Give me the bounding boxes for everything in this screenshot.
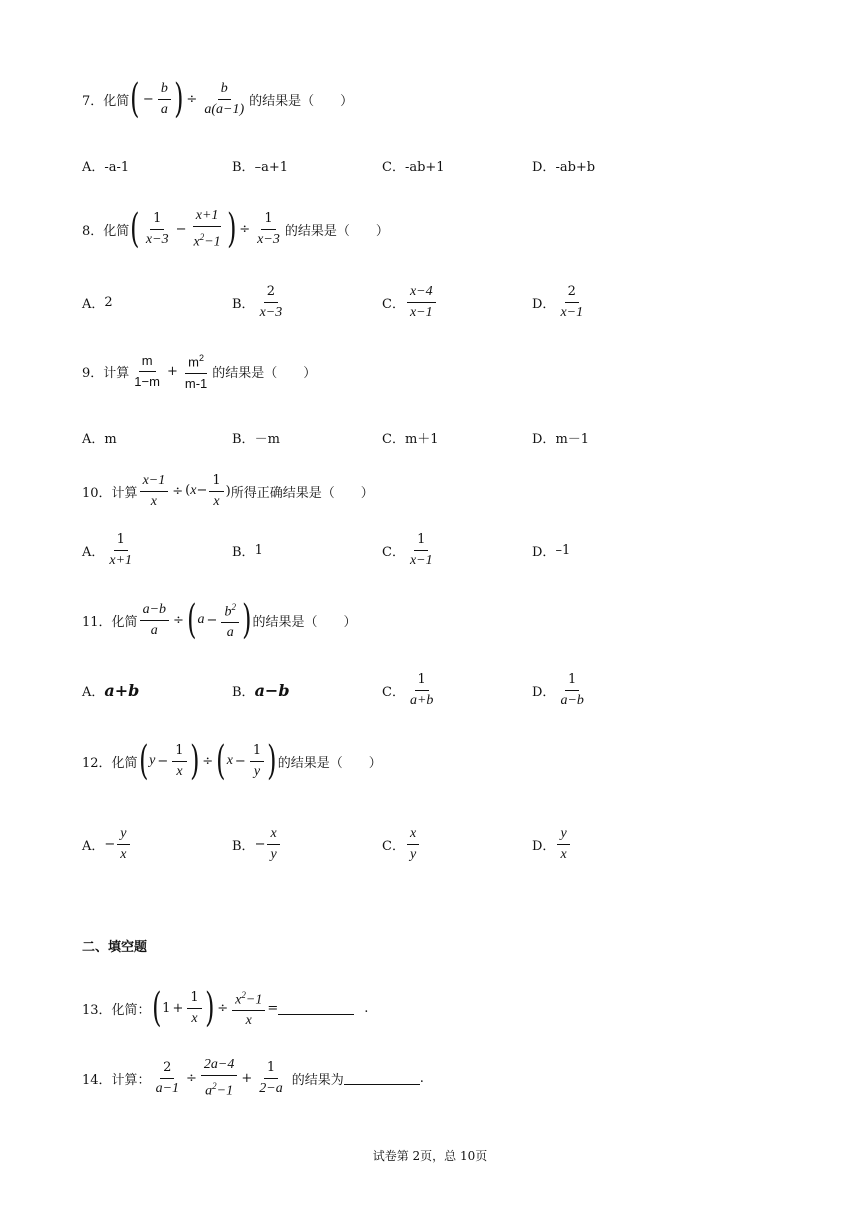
- question-verb: 计算: [111, 485, 138, 501]
- option-c[interactable]: [382, 822, 421, 866]
- option-d[interactable]: [532, 822, 572, 866]
- question-12: [82, 738, 382, 784]
- option-a[interactable]: [82, 668, 139, 712]
- option-label: C．: [382, 684, 405, 700]
- option-label: C．: [382, 544, 405, 560]
- fraction: $\frac{b}{a(a-1)}$: [204, 80, 245, 117]
- fraction: $\frac{2}{a-1}$: [155, 1059, 180, 1096]
- question-number: 9．: [82, 365, 104, 381]
- divide-sign: ÷: [173, 612, 184, 628]
- options-q10: [82, 528, 642, 572]
- option-text: m－1: [555, 431, 590, 447]
- fraction: $\frac{m^2}{m-1}$: [182, 350, 210, 391]
- question-tail: 的结果是（ ）: [277, 755, 382, 771]
- option-c[interactable]: [382, 156, 445, 175]
- fraction: $\frac{b^2}{a}$: [221, 599, 239, 642]
- fraction: $\frac{1}{x}$: [209, 473, 223, 510]
- right-paren: ): [242, 597, 252, 643]
- question-tail: 的结果是（ ）: [212, 365, 317, 381]
- divide-sign: ÷: [186, 91, 198, 107]
- fraction: $\frac{1}{x-1}$: [409, 531, 433, 568]
- right-paren: ): [189, 738, 200, 784]
- question-verb: 化简: [111, 755, 138, 771]
- fraction: $\frac{x+1}{x^2-1}$: [193, 207, 221, 250]
- question-tail: 的结果是（ ）: [249, 93, 354, 109]
- question-number: 13．: [82, 1002, 112, 1018]
- question-number: 14．: [82, 1072, 112, 1088]
- option-d[interactable]: [532, 156, 595, 175]
- option-text: -ab+1: [404, 159, 445, 175]
- option-text: –1: [555, 542, 571, 558]
- minus-sign: −: [157, 753, 169, 769]
- option-d[interactable]: [532, 280, 588, 324]
- option-b[interactable]: [232, 528, 263, 572]
- fraction: $\frac{y}{x}$: [557, 826, 569, 863]
- option-c[interactable]: [382, 280, 438, 324]
- question-11: [82, 597, 357, 643]
- option-label: D．: [532, 431, 556, 447]
- divide-sign: ÷: [239, 221, 251, 237]
- minus-sign: −: [234, 753, 246, 769]
- option-d[interactable]: [532, 528, 570, 572]
- option-text: 1: [254, 542, 263, 558]
- left-paren: (: [130, 76, 140, 122]
- question-end: .: [419, 1070, 424, 1086]
- minus-sign: −: [104, 836, 116, 852]
- right-paren: ): [204, 985, 215, 1031]
- option-d[interactable]: [532, 428, 589, 447]
- option-text: －m: [254, 431, 280, 447]
- fraction: $\frac{a-b}{a}$: [140, 602, 169, 639]
- option-a[interactable]: [82, 156, 129, 175]
- fraction: $\frac{x-1}{x}$: [140, 473, 169, 510]
- option-label: D．: [532, 296, 556, 312]
- right-paren: ): [267, 738, 277, 784]
- number: 1: [162, 1000, 171, 1016]
- option-label: C．: [382, 431, 405, 447]
- fraction: $\frac{x}{y}$: [267, 826, 279, 863]
- option-label: A．: [82, 159, 105, 175]
- option-label: B．: [232, 431, 255, 447]
- option-label: A．: [82, 544, 105, 560]
- question-tail: 的结果是（ ）: [284, 223, 389, 239]
- fraction: $\frac{1}{y}$: [250, 743, 264, 780]
- option-label: D．: [532, 159, 556, 175]
- option-a[interactable]: [82, 280, 113, 324]
- left-paren: (: [216, 738, 226, 784]
- right-paren: ): [225, 483, 231, 499]
- option-label: C．: [382, 296, 405, 312]
- question-tail: 所得正确结果是（ ）: [230, 485, 374, 501]
- option-b[interactable]: [232, 668, 290, 712]
- minus-sign: −: [206, 612, 218, 628]
- fraction: $\frac{2}{x-3}$: [259, 283, 283, 320]
- question-number: 8．: [82, 223, 104, 239]
- option-c[interactable]: [382, 668, 438, 712]
- answer-blank[interactable]: [344, 1072, 420, 1085]
- left-paren: (: [138, 738, 149, 784]
- variable: x: [226, 753, 233, 768]
- options-q12: [82, 822, 642, 866]
- right-paren: ): [173, 76, 184, 122]
- fraction: $\frac{m}{1-m}$: [134, 352, 160, 389]
- question-verb: 化简：: [111, 1002, 151, 1018]
- fraction: $\frac{x^2-1}{x}$: [232, 987, 265, 1030]
- question-14: [82, 1057, 424, 1099]
- options-q11: [82, 668, 642, 712]
- equals-sign: =: [267, 1000, 279, 1016]
- question-verb: 化简: [103, 93, 130, 109]
- question-tail: 的结果是（ ）: [252, 614, 357, 630]
- question-number: 12．: [82, 755, 112, 771]
- option-text: -ab+b: [555, 159, 596, 175]
- section-heading: 二、填空题: [82, 940, 148, 955]
- right-paren: ): [226, 206, 237, 252]
- option-label: C．: [382, 159, 405, 175]
- question-7: [82, 78, 353, 120]
- question-10: [82, 470, 374, 512]
- question-tail: .: [364, 1000, 369, 1016]
- option-label: B．: [232, 159, 255, 175]
- question-8: [82, 207, 389, 251]
- question-number: 7．: [82, 93, 104, 109]
- option-text: m＋1: [404, 431, 439, 447]
- fraction: $\frac{2a-4}{a^2-1}$: [201, 1057, 237, 1100]
- fraction: $\frac{1}{x+1}$: [109, 531, 133, 568]
- option-a[interactable]: [82, 428, 117, 447]
- question-verb: 化简: [111, 614, 138, 630]
- fraction: $\frac{1}{x-3}$: [257, 210, 280, 247]
- left-paren: (: [151, 985, 162, 1031]
- page-footer: 试卷第 2页，总 10页: [372, 1149, 488, 1163]
- plus-sign: +: [172, 1000, 184, 1016]
- option-c[interactable]: [382, 428, 439, 447]
- fraction: $\frac{x}{y}$: [407, 826, 419, 863]
- divide-sign: ÷: [172, 483, 184, 499]
- question-number: 10．: [82, 485, 112, 501]
- option-b[interactable]: [232, 280, 287, 324]
- fraction: $\frac{b}{a}$: [158, 81, 171, 118]
- option-d[interactable]: [532, 668, 589, 712]
- divide-sign: ÷: [202, 753, 214, 769]
- fraction: $\frac{1}{a-b}$: [560, 671, 584, 708]
- minus-sign: −: [175, 221, 187, 237]
- option-label: D．: [532, 544, 556, 560]
- option-text: 2: [104, 294, 113, 310]
- left-paren: (: [187, 597, 197, 643]
- plus-sign: +: [241, 1070, 253, 1086]
- minus-sign: −: [254, 836, 266, 852]
- question-verb: 计算: [103, 365, 130, 381]
- question-13: [82, 985, 368, 1031]
- fraction: $\frac{1}{x-3}$: [145, 210, 169, 247]
- option-label: B．: [232, 838, 255, 854]
- option-c[interactable]: [382, 528, 438, 572]
- variable: y: [149, 753, 156, 768]
- fraction: $\frac{1}{x}$: [187, 990, 201, 1027]
- fraction: $\frac{1}{a+b}$: [409, 671, 434, 708]
- option-b[interactable]: [232, 822, 282, 866]
- fraction: $\frac{1}{2-a}$: [259, 1059, 283, 1096]
- variable: a: [197, 612, 205, 627]
- options-q8: [82, 280, 642, 324]
- option-label: A．: [82, 838, 105, 854]
- plus-sign: +: [166, 363, 178, 379]
- option-label: A．: [82, 431, 105, 447]
- question-number: 11．: [82, 614, 112, 630]
- fraction: $\frac{y}{x}$: [117, 826, 129, 863]
- option-text: a−b: [254, 680, 290, 700]
- question-verb: 计算：: [111, 1072, 151, 1088]
- option-a[interactable]: [82, 528, 137, 572]
- option-label: D．: [532, 684, 556, 700]
- fraction: $\frac{2}{x-1}$: [560, 283, 584, 320]
- answer-blank[interactable]: [278, 1002, 354, 1015]
- question-9: [82, 350, 316, 392]
- option-text: a+b: [104, 680, 140, 700]
- divide-sign: ÷: [217, 1000, 229, 1016]
- question-tail: 的结果为: [291, 1072, 344, 1088]
- option-label: D．: [532, 838, 556, 854]
- minus-sign: −: [142, 91, 154, 107]
- divide-sign: ÷: [186, 1070, 197, 1086]
- option-label: B．: [232, 684, 255, 700]
- option-text: -a-1: [104, 159, 130, 175]
- option-text: –a+1: [254, 159, 288, 175]
- question-verb: 化简: [103, 223, 130, 239]
- option-label: C．: [382, 838, 405, 854]
- option-label: A．: [82, 684, 105, 700]
- option-label: A．: [82, 296, 105, 312]
- option-a[interactable]: [82, 822, 132, 866]
- option-text: m: [104, 431, 117, 447]
- fraction: $\frac{1}{x}$: [172, 743, 186, 780]
- option-b[interactable]: [232, 156, 288, 175]
- option-label: B．: [232, 544, 255, 560]
- option-label: B．: [232, 296, 255, 312]
- fraction: $\frac{x-4}{x-1}$: [407, 284, 436, 321]
- left-paren: (: [130, 206, 140, 252]
- option-b[interactable]: [232, 428, 280, 447]
- expression: (x−: [185, 483, 208, 498]
